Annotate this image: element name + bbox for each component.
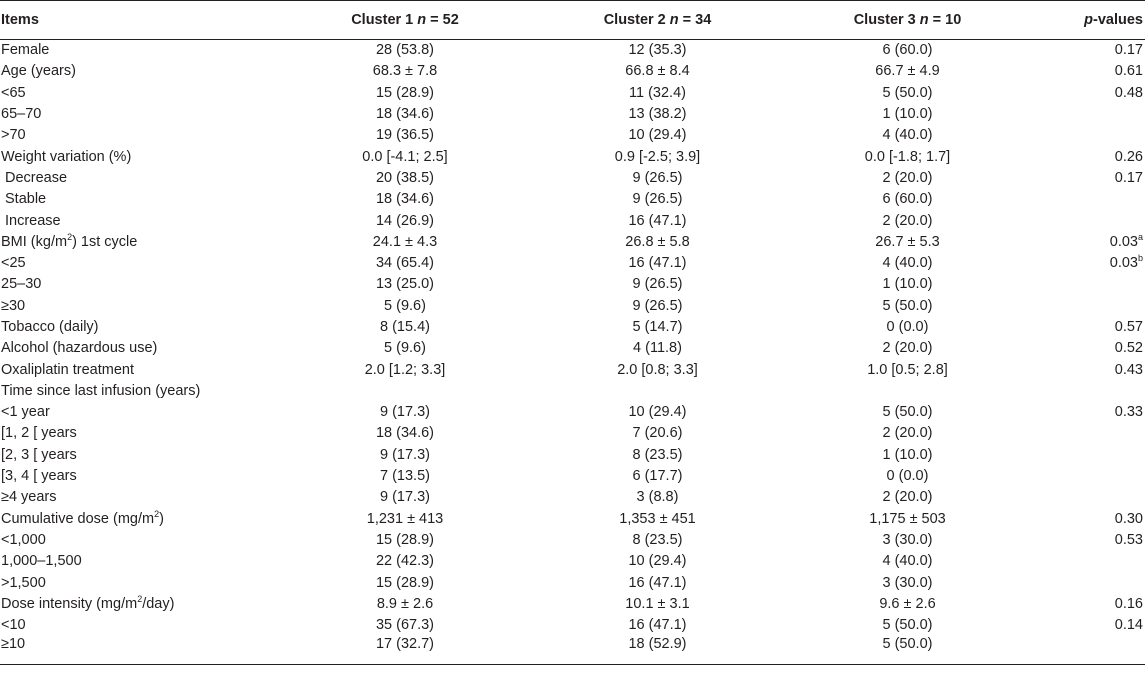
p-value [1030, 551, 1145, 572]
cluster-3-value: 5 (50.0) [882, 84, 933, 101]
cluster-3-value: 5 (50.0) [882, 297, 933, 314]
cluster-3-value: 0 (0.0) [886, 468, 929, 485]
cluster-3-value: 6 (60.0) [882, 191, 933, 208]
p-value [1030, 615, 1145, 636]
p-value [1030, 402, 1145, 423]
cluster-1-value: 34 (65.4) [375, 255, 435, 272]
cluster-3-value: 1 (10.0) [882, 276, 933, 293]
p-value [1030, 593, 1145, 614]
p-value-text: 0.26 [1114, 148, 1143, 165]
cluster-1-value: 19 (36.5) [375, 127, 435, 144]
cluster-1-value: 20 (38.5) [375, 169, 435, 186]
table-row [0, 103, 1145, 124]
row-label: >1,500 [1, 574, 46, 591]
row-label: Weight variation (%) [1, 148, 132, 165]
table-row [0, 615, 1145, 636]
row-label: Female [1, 42, 50, 59]
cluster-2-value: 16 (47.1) [628, 574, 687, 591]
cluster-2-value: 6 (17.7) [632, 468, 683, 485]
p-value-text: 0.53 [1114, 531, 1143, 548]
header-row [0, 1, 1145, 40]
header-cluster-1-n-symbol: n [417, 12, 427, 28]
row-label-suffix: /day) [142, 595, 175, 612]
p-value [1030, 487, 1145, 508]
header-p-values [1030, 1, 1145, 40]
p-value [1030, 40, 1145, 61]
cluster-2-value: 4 (11.8) [633, 340, 682, 357]
cluster-1-value: 1,231 ± 413 [366, 510, 444, 527]
p-value [1030, 359, 1145, 380]
p-value [1030, 380, 1145, 401]
cluster-1-value: 13 (25.0) [375, 276, 435, 293]
p-value [1030, 210, 1145, 231]
row-label: >70 [1, 127, 26, 144]
cluster-3-value: 2 (20.0) [882, 340, 933, 357]
cluster-3-value: 66.7 ± 4.9 [875, 63, 940, 80]
table-row [0, 146, 1145, 167]
row-label: [2, 3 [ years [1, 446, 77, 463]
p-value [1030, 444, 1145, 465]
table-row [0, 380, 1145, 401]
table-row [0, 316, 1145, 337]
header-items: Items [0, 1, 280, 40]
cluster-3-value: 5 (50.0) [882, 404, 933, 421]
row-label: 65–70 [1, 106, 42, 123]
row-label-superscript: 2 [67, 231, 73, 242]
cluster-2-value: 13 (38.2) [628, 106, 687, 123]
cluster-3-value: 26.7 ± 5.3 [875, 233, 940, 250]
header-cluster-2-n: = 34 [678, 12, 712, 28]
row-label [0, 508, 280, 529]
header-cluster-3-label: Cluster 3 [853, 12, 920, 28]
row-label: [3, 4 [ years [1, 468, 77, 485]
table-row [0, 252, 1145, 273]
cluster-2-value: 8 (23.5) [632, 446, 683, 463]
p-value [1030, 508, 1145, 529]
row-label: Alcohol (hazardous use) [1, 340, 158, 357]
table-row [0, 593, 1145, 614]
cluster-2-value: 10 (29.4) [628, 127, 687, 144]
row-label: Increase [5, 212, 61, 229]
cluster-2-value: 9 (26.5) [632, 276, 683, 293]
header-cluster-3-n: = 10 [928, 12, 962, 28]
table-row [0, 274, 1145, 295]
table-row [0, 508, 1145, 529]
row-label: <25 [1, 255, 26, 272]
cluster-2-value: 26.8 ± 5.8 [625, 233, 690, 250]
row-label: 1,000–1,500 [1, 553, 82, 570]
cluster-2-value: 3 (8.8) [636, 489, 679, 506]
table-row [0, 189, 1145, 210]
cluster-2-value [530, 380, 785, 401]
cluster-3-value: 4 (40.0) [882, 255, 933, 272]
header-cluster-1-label: Cluster 1 [351, 12, 418, 28]
row-label: 25–30 [1, 276, 42, 293]
cluster-3-value: 0 (0.0) [886, 319, 929, 335]
table-row [0, 487, 1145, 508]
cluster-1-value: 18 (34.6) [375, 191, 435, 208]
cluster-1-value: 17 (32.7) [280, 636, 530, 665]
p-value-text: 0.03 [1109, 255, 1138, 272]
p-value [1030, 252, 1145, 273]
cluster-2-value: 9 (26.5) [632, 297, 683, 314]
table-row [0, 572, 1145, 593]
header-cluster-2-label: Cluster 2 [603, 12, 670, 28]
cluster-1-value: 5 (9.6) [384, 340, 426, 357]
p-value [1030, 274, 1145, 295]
row-label: Oxaliplatin treatment [1, 361, 134, 378]
p-value [1030, 103, 1145, 124]
cluster-2-value: 8 (23.5) [632, 531, 683, 548]
cluster-2-value: 16 (47.1) [628, 255, 687, 272]
row-label: ≥4 years [1, 489, 57, 506]
cluster-2-value: 16 (47.1) [628, 617, 687, 634]
header-cluster-2-n-symbol: n [669, 12, 679, 28]
cluster-1-value: 15 (28.9) [375, 84, 435, 101]
table-row [0, 210, 1145, 231]
cluster-3-value: 5 (50.0) [882, 617, 933, 634]
cluster-3-value: 3 (30.0) [882, 531, 933, 548]
row-label: Tobacco (daily) [1, 319, 99, 335]
table-row [0, 423, 1145, 444]
cluster-1-value: 2.0 [1.2; 3.3] [364, 361, 446, 378]
p-value-text: 0.03 [1109, 233, 1138, 250]
header-p-symbol: p [1084, 12, 1094, 28]
cluster-1-value: 18 (34.6) [375, 106, 435, 123]
cluster-1-value: 8.9 ± 2.6 [376, 595, 434, 612]
cluster-1-value: 7 (13.5) [380, 468, 430, 485]
row-label: ≥30 [1, 297, 26, 314]
cluster-2-value: 5 (14.7) [632, 319, 683, 335]
row-label: <1,000 [1, 531, 46, 548]
row-label: Time since last infusion (years) [1, 382, 201, 399]
cluster-3-value [785, 380, 1030, 401]
cluster-1-value: 22 (42.3) [375, 553, 435, 570]
cluster-3-value: 1 (10.0) [882, 446, 933, 463]
cluster-3-value: 0.0 [-1.8; 1.7] [864, 148, 951, 165]
cluster-3-value: 5 (50.0) [785, 636, 1030, 665]
row-label: ≥10 [0, 636, 280, 665]
cluster-1-value [280, 380, 530, 401]
cluster-1-value: 24.1 ± 4.3 [372, 233, 438, 250]
cluster-2-value: 18 (52.9) [530, 636, 785, 665]
cluster-3-value: 1,175 ± 503 [869, 510, 946, 527]
cluster-1-value: 9 (17.3) [380, 404, 430, 421]
p-value [1030, 189, 1145, 210]
cluster-3-value: 4 (40.0) [882, 127, 933, 144]
cluster-1-value: 28 (53.8) [375, 42, 435, 59]
p-value-text: 0.61 [1114, 63, 1143, 80]
table-row [0, 529, 1145, 550]
p-value-text: 0.52 [1114, 340, 1143, 357]
cluster-3-value: 2 (20.0) [882, 489, 933, 506]
cluster-3-value: 1 (10.0) [882, 106, 933, 123]
p-value-footnote-marker: a [1137, 231, 1143, 242]
row-label: Stable [5, 191, 47, 208]
table-row [0, 551, 1145, 572]
table-row [0, 40, 1145, 61]
row-label: <10 [1, 617, 26, 634]
cluster-3-value: 2 (20.0) [882, 169, 933, 186]
cluster-2-value: 10.1 ± 3.1 [625, 595, 690, 612]
cluster-1-value: 18 (34.6) [375, 425, 435, 442]
row-label-text: Dose intensity (mg/m [1, 595, 138, 612]
cluster-1-value: 15 (28.9) [375, 574, 435, 591]
p-value [1030, 61, 1145, 82]
p-value-text: 0.30 [1114, 510, 1143, 527]
cluster-3-value: 6 (60.0) [882, 42, 933, 59]
row-label-superscript: 2 [154, 508, 160, 519]
row-label-superscript: 2 [137, 594, 143, 605]
table-body [0, 40, 1145, 665]
table-row [0, 465, 1145, 486]
p-value [1030, 125, 1145, 146]
p-value [1030, 167, 1145, 188]
row-label: Age (years) [1, 63, 76, 80]
cluster-2-value: 16 (47.1) [628, 212, 687, 229]
p-value [1030, 338, 1145, 359]
row-label: <1 year [1, 404, 50, 421]
row-label: <65 [1, 84, 26, 101]
table-row [0, 338, 1145, 359]
cluster-1-value: 68.3 ± 7.8 [372, 63, 438, 80]
p-value [1030, 423, 1145, 444]
p-value [1030, 636, 1145, 665]
table-row [0, 636, 1145, 665]
cluster-1-value: 8 (15.4) [380, 319, 430, 335]
cluster-1-value: 9 (17.3) [380, 489, 430, 506]
cluster-1-value: 15 (28.9) [375, 531, 435, 548]
p-value-text: 0.48 [1114, 84, 1143, 101]
cluster-2-value: 10 (29.4) [628, 553, 687, 570]
p-value [1030, 529, 1145, 550]
p-value [1030, 316, 1145, 337]
table-row [0, 444, 1145, 465]
p-value [1030, 231, 1145, 252]
p-value-text: 0.16 [1114, 595, 1143, 612]
row-label-text: Cumulative dose (mg/m [1, 510, 155, 527]
cluster-2-value: 9 (26.5) [632, 169, 683, 186]
table-row [0, 231, 1145, 252]
cluster-3-value: 9.6 ± 2.6 [879, 595, 936, 612]
table-row [0, 82, 1145, 103]
cluster-3-value: 1.0 [0.5; 2.8] [867, 361, 948, 378]
cluster-2-value: 9 (26.5) [632, 191, 683, 208]
p-value [1030, 572, 1145, 593]
header-cluster-1 [280, 1, 530, 40]
p-value [1030, 295, 1145, 316]
row-label [0, 593, 280, 614]
header-cluster-2 [530, 1, 785, 40]
cluster-2-value: 66.8 ± 8.4 [625, 63, 690, 80]
cluster-1-value: 35 (67.3) [375, 617, 435, 634]
p-value-text: 0.33 [1114, 404, 1143, 421]
row-label [0, 231, 280, 252]
cluster-2-value: 2.0 [0.8; 3.3] [617, 361, 698, 378]
table-row [0, 167, 1145, 188]
cluster-2-value: 12 (35.3) [628, 42, 687, 59]
header-cluster-3 [785, 1, 1030, 40]
table-row [0, 402, 1145, 423]
header-p-suffix: -values [1093, 12, 1143, 28]
p-value-footnote-marker: b [1137, 253, 1143, 264]
header-cluster-3-n-symbol: n [919, 12, 929, 28]
cluster-2-value: 7 (20.6) [632, 425, 683, 442]
p-value [1030, 82, 1145, 103]
cluster-2-value: 1,353 ± 451 [619, 510, 696, 527]
row-label: Decrease [5, 169, 68, 186]
p-value-text: 0.43 [1114, 361, 1143, 378]
cluster-3-value: 3 (30.0) [882, 574, 933, 591]
p-value [1030, 465, 1145, 486]
header-cluster-1-n: = 52 [426, 12, 459, 28]
p-value [1030, 146, 1145, 167]
table-row [0, 125, 1145, 146]
table-row [0, 61, 1145, 82]
p-value-text: 0.17 [1114, 42, 1143, 59]
row-label-text: BMI (kg/m [1, 233, 68, 250]
row-label-suffix: ) [159, 510, 164, 527]
row-label-suffix: ) 1st cycle [72, 233, 138, 250]
table-row [0, 359, 1145, 380]
cluster-2-value: 10 (29.4) [628, 404, 687, 421]
cluster-1-value: 9 (17.3) [380, 446, 430, 463]
table-row [0, 295, 1145, 316]
cluster-2-value: 0.9 [-2.5; 3.9] [614, 148, 701, 165]
cluster-3-value: 2 (20.0) [882, 212, 933, 229]
cluster-1-value: 14 (26.9) [375, 212, 435, 229]
cluster-1-value: 5 (9.6) [384, 297, 426, 314]
row-label: [1, 2 [ years [1, 425, 77, 442]
p-value-text: 0.57 [1114, 319, 1143, 335]
cluster-1-value: 0.0 [-4.1; 2.5] [362, 148, 448, 165]
cluster-3-value: 2 (20.0) [882, 425, 933, 442]
cluster-2-value: 11 (32.4) [629, 84, 686, 101]
cluster-3-value: 4 (40.0) [882, 553, 933, 570]
p-value-text: 0.17 [1114, 169, 1143, 186]
p-value-text: 0.14 [1114, 617, 1143, 634]
